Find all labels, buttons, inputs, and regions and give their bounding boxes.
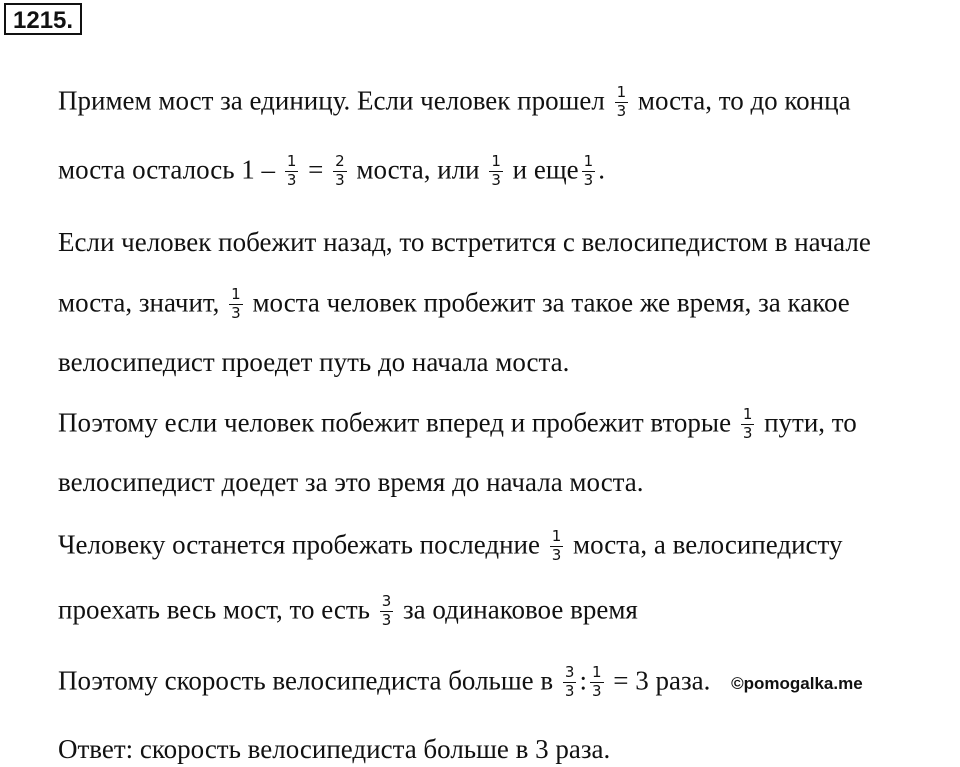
- fraction: $\frac{1}{3}$: [742, 405, 753, 442]
- problem-number: 1215.: [4, 3, 82, 35]
- text: Примем мост за единицу. Если человек прошел: [58, 85, 605, 116]
- fraction: $\frac{1}{3}$: [616, 83, 627, 120]
- text: велосипедист проедет путь до начала моста.: [58, 347, 570, 377]
- text: моста, значит,: [58, 287, 220, 318]
- text: .: [598, 154, 605, 185]
- line-7: [58, 469, 644, 496]
- text: = 3 раза.: [613, 665, 711, 696]
- fraction: $\frac{1}{3}$: [591, 663, 602, 700]
- text: Человеку останется пробежать последние: [58, 529, 540, 560]
- text: проехать весь мост, то есть: [58, 594, 370, 625]
- fraction: $\frac{1}{3}$: [551, 527, 562, 564]
- fraction: $\frac{1}{3}$: [491, 152, 501, 189]
- text: моста, а велосипедисту: [573, 529, 843, 560]
- text: Поэтому если человек побежит вперед и пробежит вторые: [58, 407, 732, 438]
- fraction: $\frac{1}{3}$: [231, 285, 241, 322]
- text: моста, или: [356, 154, 480, 185]
- text: велосипедист доедет за это время до начала моста.: [58, 467, 644, 497]
- text: моста человек пробежит за такое же время, за какое: [252, 287, 850, 318]
- fraction: $\frac{2}{3}$: [335, 152, 345, 189]
- fraction: $\frac{3}{3}$: [381, 592, 392, 629]
- answer-text: Ответ: скорость велосипедиста больше в 3 раза.: [58, 734, 611, 764]
- line-3: [58, 229, 871, 256]
- fraction: $\frac{1}{3}$: [583, 152, 594, 189]
- line-10: [58, 663, 863, 701]
- line-6: [58, 405, 857, 443]
- line-8: [58, 527, 843, 565]
- text: и еще: [512, 154, 579, 185]
- fraction: $\frac{3}{3}$: [564, 663, 575, 700]
- text: Поэтому скорость велосипедиста больше в: [58, 665, 554, 696]
- text: :: [579, 665, 587, 696]
- text: за одинаковое время: [403, 594, 638, 625]
- line-11: [58, 736, 610, 763]
- text: моста, то до конца: [637, 85, 851, 116]
- text: пути, то: [764, 407, 857, 438]
- watermark: ©pomogalka.me: [731, 673, 863, 693]
- text: =: [308, 154, 324, 185]
- line-2: [58, 152, 605, 190]
- line-1: [58, 83, 851, 121]
- fraction: $\frac{1}{3}$: [286, 152, 297, 189]
- text: моста осталось 1 –: [58, 154, 276, 185]
- line-5: [58, 349, 569, 376]
- text: Если человек побежит назад, то встретится с велосипедистом в начале: [58, 227, 871, 257]
- line-4: [58, 285, 850, 323]
- line-9: [58, 592, 638, 630]
